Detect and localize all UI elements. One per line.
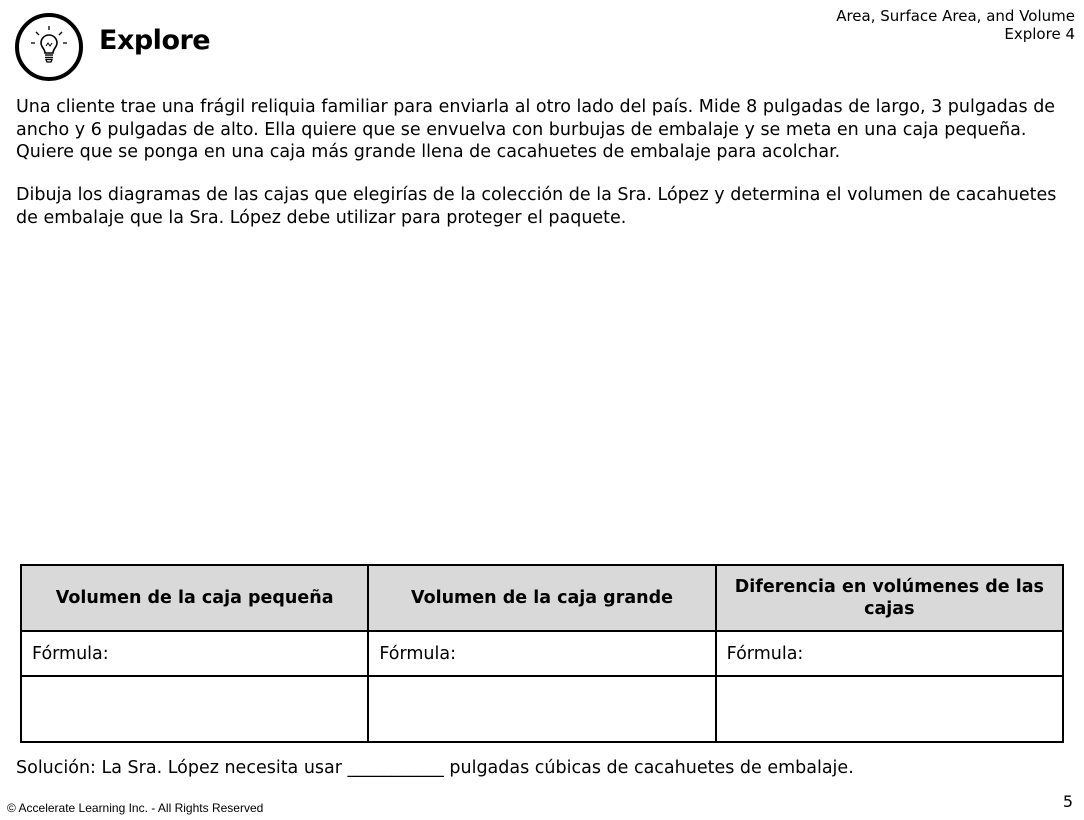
- answer-cell-large[interactable]: [368, 676, 715, 742]
- formula-cell-small[interactable]: Fórmula:: [21, 631, 368, 676]
- formula-cell-difference[interactable]: Fórmula:: [716, 631, 1063, 676]
- solution-sentence: [16, 757, 854, 779]
- lesson-header: [836, 7, 1075, 43]
- answer-row: [21, 676, 1063, 742]
- answer-cell-difference[interactable]: [716, 676, 1063, 742]
- lesson-label: Explore 4: [1004, 25, 1075, 43]
- solution-suffix: pulgadas cúbicas de cacahuetes de embalaje.: [449, 758, 854, 778]
- formula-cell-large[interactable]: Fórmula:: [368, 631, 715, 676]
- page-number: 5: [1062, 792, 1073, 811]
- solution-prefix: Solución: La Sra. López necesita usar: [16, 758, 342, 778]
- copyright-notice: © Accelerate Learning Inc. - All Rights Reserved: [7, 801, 264, 815]
- volume-table: [20, 564, 1064, 743]
- solution-blank[interactable]: ___________: [347, 758, 444, 778]
- table-header-row: [21, 565, 1063, 631]
- instructions-paragraph: Dibuja los diagramas de las cajas que elegirías de la colección de la Sra. López y determina el volumen de cacahuetes de embalaje que la Sra. López debe utilizar para proteger el paquete.: [16, 185, 1057, 228]
- header-volume-difference: Diferencia en volúmenes de las cajas: [716, 565, 1063, 631]
- header-small-box-volume: Volumen de la caja pequeña: [21, 565, 368, 631]
- header-large-box-volume: Volumen de la caja grande: [368, 565, 715, 631]
- lightbulb-icon: [14, 12, 84, 82]
- formula-row: [21, 631, 1063, 676]
- unit-title: Area, Surface Area, and Volume: [836, 7, 1075, 25]
- answer-cell-small[interactable]: [21, 676, 368, 742]
- section-title: Explore: [99, 25, 211, 56]
- problem-paragraph: Una cliente trae una frágil reliquia familiar para enviarla al otro lado del país. Mide 8 pulgadas de largo, 3 pulgadas de ancho y 6 pulgadas de alto. Ella quiere que se envuelva con burbujas de embalaje y se meta en una caja pequeña. Quiere que se ponga en una caja más grande llena de cacahuetes de embalaje para acolchar.: [16, 97, 1056, 162]
